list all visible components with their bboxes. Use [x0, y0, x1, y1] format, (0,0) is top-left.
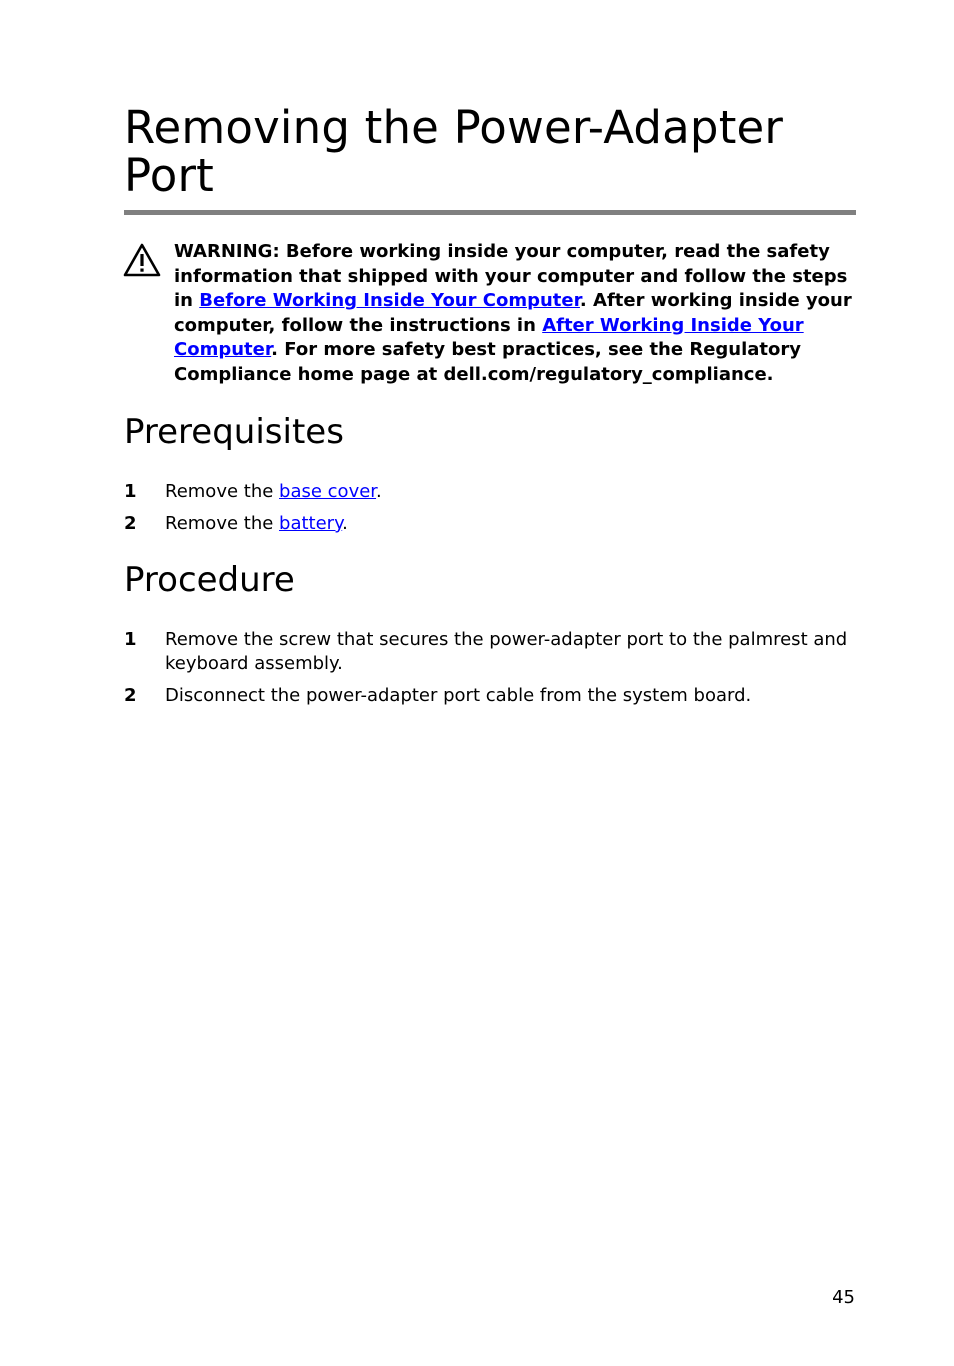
before-working-inside-link[interactable]: Before Working Inside Your Computer	[199, 290, 580, 312]
procedure-step	[124, 684, 856, 708]
step-text: Remove the	[165, 513, 280, 534]
page-number: 45	[832, 1287, 855, 1308]
prerequisite-step	[124, 480, 856, 504]
step-text: Remove the	[165, 481, 280, 502]
after-working-inside-link[interactable]: After Working Inside Your Computer	[174, 314, 804, 361]
page-title: Removing the Power-Adapter Port	[124, 101, 784, 202]
warning-text-part-2: . After working inside your computer, follow the instructions in	[174, 290, 852, 336]
procedure-step	[124, 628, 856, 676]
step-suffix: .	[342, 513, 348, 534]
warning-triangle-icon	[122, 242, 162, 278]
step-number: 1	[124, 481, 137, 502]
warning-text	[174, 240, 854, 388]
step-suffix: .	[376, 481, 382, 502]
base-cover-link[interactable]: base cover	[279, 481, 377, 502]
warning-text-part-1: WARNING: Before working inside your computer, read the safety information that shipped with your computer and follow the steps in	[174, 241, 848, 312]
step-text: Disconnect the power-adapter port cable from the system board.	[165, 685, 752, 706]
step-number: 2	[124, 513, 137, 534]
title-rule	[124, 210, 856, 215]
battery-link[interactable]: battery	[279, 513, 343, 534]
step-number: 1	[124, 629, 137, 650]
prerequisites-heading: Prerequisites	[124, 412, 344, 452]
prerequisite-step	[124, 512, 856, 536]
step-text: Remove the screw that secures the power-adapter port to the palmrest and keyboard assembly.	[165, 629, 848, 674]
procedure-heading: Procedure	[124, 560, 295, 600]
prerequisites-list	[124, 480, 856, 544]
warning-text-part-3: . For more safety best practices, see the Regulatory Compliance home page at dell.com/regulatory_compliance.	[174, 339, 801, 385]
step-number: 2	[124, 685, 137, 706]
procedure-list	[124, 628, 856, 716]
